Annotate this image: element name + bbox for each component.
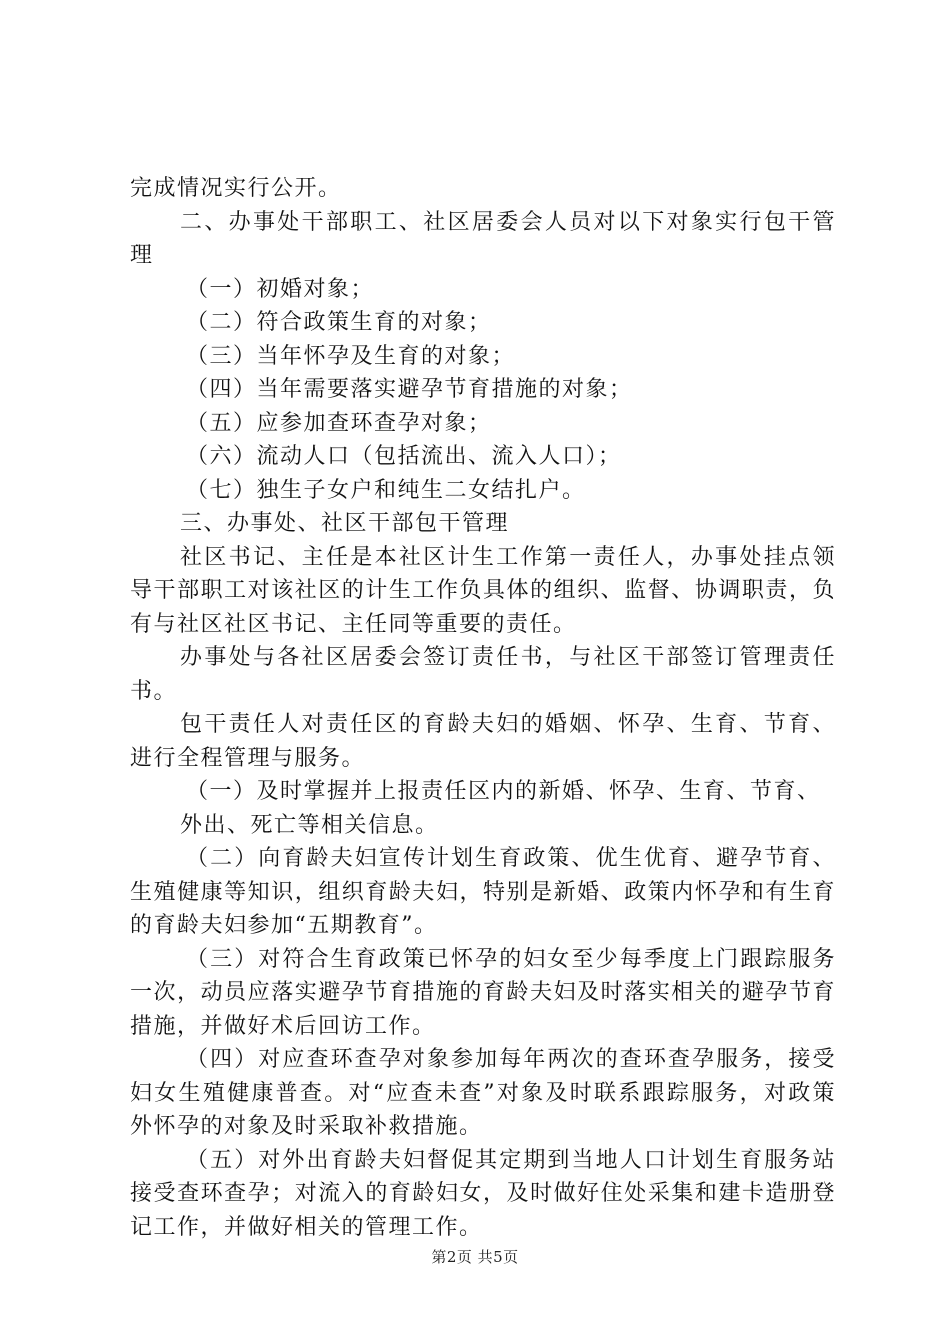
paragraph: 社区书记、主任是本社区计生工作第一责任人，办事处挂点领导干部职工对该社区的计生工作负具体的组织、监督、协调职责，负有与社区社区书记、主任同等重要的责任。 (130, 544, 836, 637)
paragraph: （一）及时掌握并上报责任区内的新婚、怀孕、生育、节育、 (186, 779, 821, 804)
paragraph: （五）对外出育龄夫妇督促其定期到当地人口计划生育服务站接受查环查孕；对流入的育龄妇女，及时做好住处采集和建卡造册登记工作，并做好相关的管理工作。 (130, 1147, 836, 1240)
list-item: （二）符合政策生育的对象； (186, 310, 492, 335)
section-three-heading: 三、办事处、社区干部包干管理 (180, 511, 510, 536)
paragraph: 办事处与各社区居委会签订责任书，与社区干部签订管理责任书。 (130, 645, 836, 704)
list-item: （六）流动人口（包括流出、流入人口）； (186, 444, 622, 469)
document-body (130, 172, 836, 1244)
paragraph: 包干责任人对责任区的育龄夫妇的婚姻、怀孕、生育、节育、进行全程管理与服务。 (130, 712, 836, 771)
page-indicator: 第2页 共5页 (431, 1248, 519, 1266)
paragraph: （二）向育龄夫妇宣传计划生育政策、优生优育、避孕节育、生殖健康等知识，组织育龄夫妇，特别是新婚、政策内怀孕和有生育的育龄夫妇参加“五期教育”。 (130, 846, 836, 938)
list-item: （三）当年怀孕及生育的对象； (186, 343, 516, 369)
page-footer (0, 1246, 950, 1267)
list-item: （七）独生子女户和纯生二女结扎户。 (186, 477, 586, 503)
list-item: （一）初婚对象； (186, 276, 375, 302)
paragraph: （四）对应查环查孕对象参加每年两次的查环查孕服务，接受妇女生殖健康普查。对“应查未查”对象及时联系跟踪服务，对政策外怀孕的对象及时采取补救措施。 (130, 1047, 836, 1139)
paragraph: 外出、死亡等相关信息。 (180, 812, 439, 838)
section-two-heading: 二、办事处干部职工、社区居委会人员对以下对象实行包干管理 (130, 209, 836, 268)
list-item: （五）应参加查环查孕对象； (186, 410, 492, 436)
paragraph-intro: 完成情况实行公开。 (130, 176, 342, 201)
list-item: （四）当年需要落实避孕节育措施的对象； (186, 377, 633, 402)
paragraph: （三）对符合生育政策已怀孕的妇女至少每季度上门跟踪服务一次，动员应落实避孕节育措施的育龄夫妇及时落实相关的避孕节育措施，并做好术后回访工作。 (130, 946, 836, 1039)
